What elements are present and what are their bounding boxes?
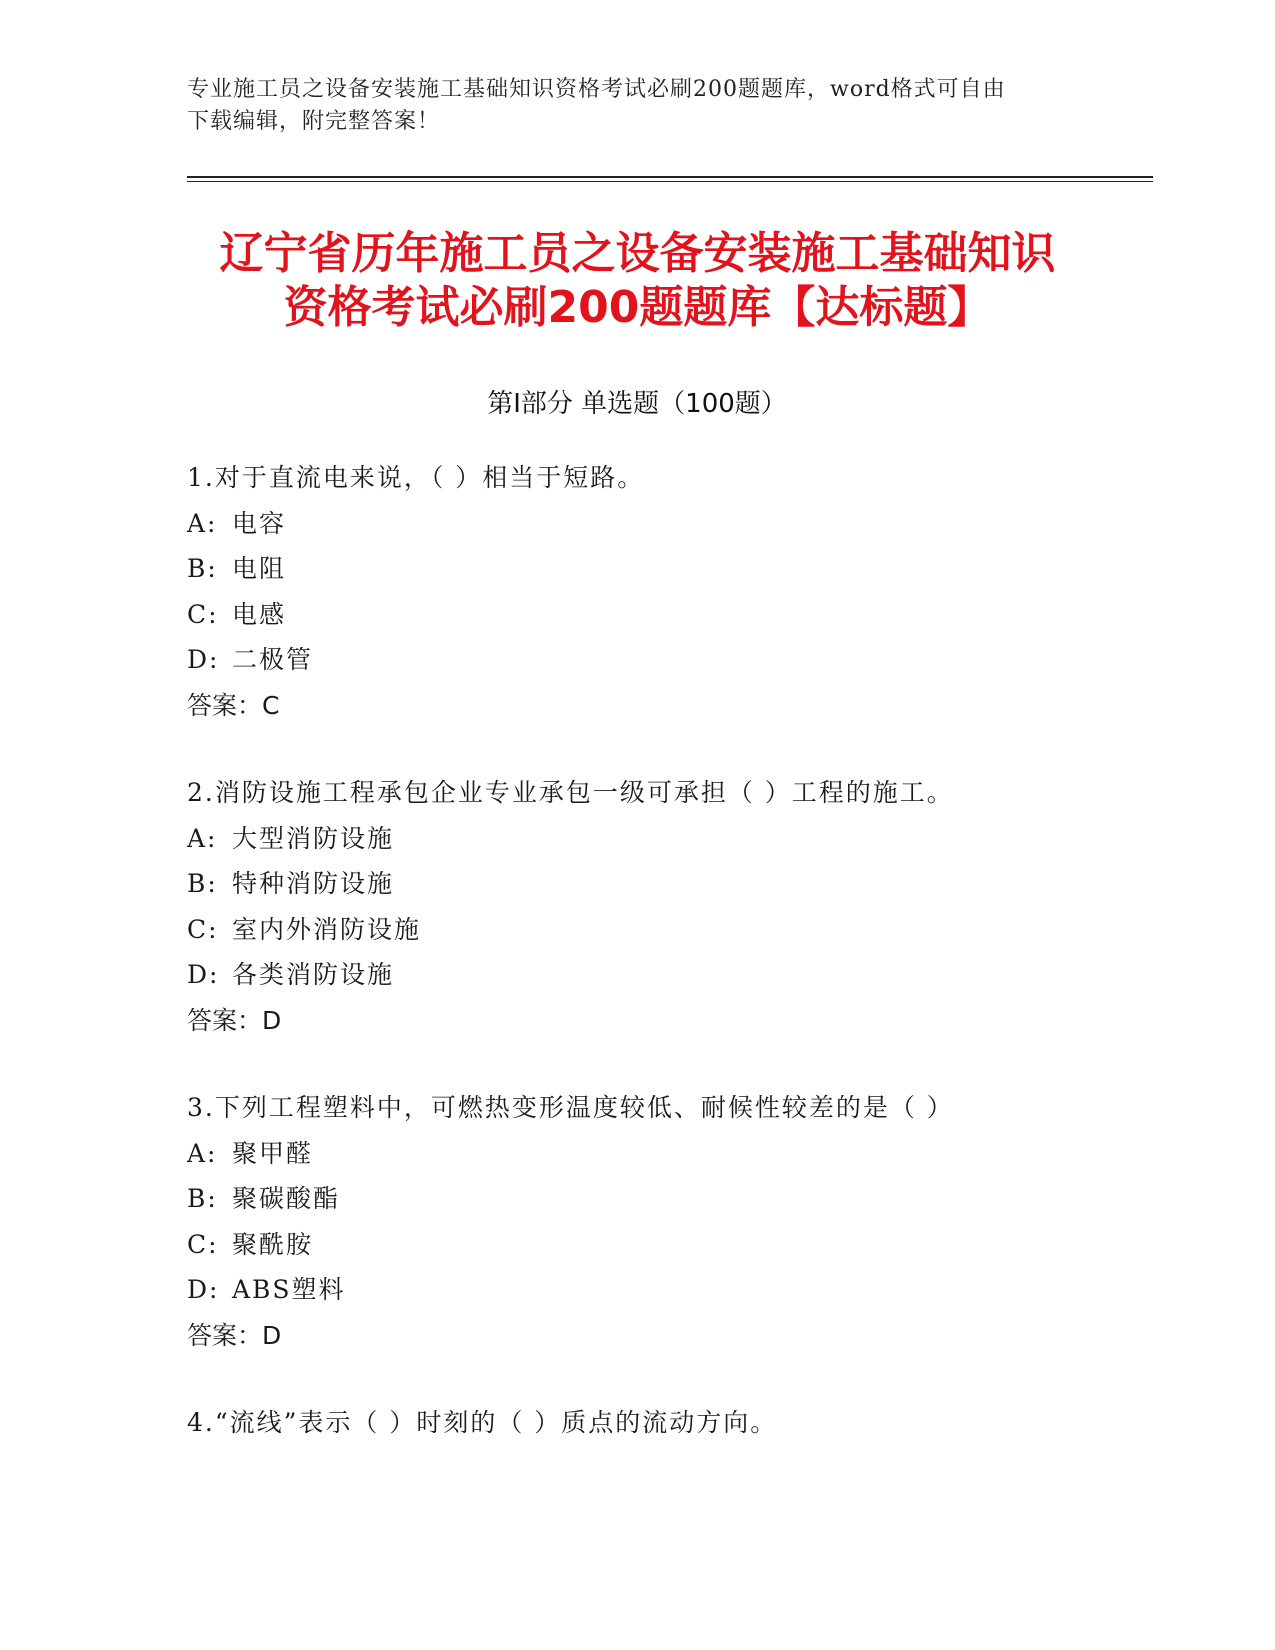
option-text: 聚甲醛 bbox=[232, 1138, 314, 1168]
option-text: 特种消防设施 bbox=[232, 869, 395, 898]
section-title: 第Ⅰ部分 单选题（100题） bbox=[487, 389, 787, 419]
option-letter: C: bbox=[187, 1229, 219, 1259]
option-d bbox=[187, 1267, 1137, 1313]
header-rule-thin bbox=[187, 181, 1153, 182]
question-stem: 1.对于直流电来说，（ ）相当于短路。 bbox=[187, 463, 645, 492]
header-note-line-2: 下载编辑，附完整答案！ bbox=[187, 109, 441, 134]
answer: 答案：D bbox=[187, 1005, 282, 1035]
option-text: 电感 bbox=[232, 599, 287, 629]
option-a bbox=[187, 1131, 1137, 1177]
option-d bbox=[187, 637, 1137, 683]
option-a bbox=[187, 816, 1137, 862]
question-stem: 2.消防设施工程承包企业专业承包一级可承担（ ）工程的施工。 bbox=[187, 778, 954, 807]
option-c bbox=[187, 907, 1137, 953]
option-c bbox=[187, 1222, 1137, 1268]
option-text: 电容 bbox=[232, 508, 287, 538]
option-letter: A: bbox=[187, 508, 218, 538]
option-letter: B: bbox=[187, 1184, 218, 1213]
option-text: 大型消防设施 bbox=[232, 823, 395, 853]
option-text: 聚碳酸酯 bbox=[232, 1184, 341, 1213]
question-stem: 3.下列工程塑料中，可燃热变形温度较低、耐候性较差的是（ ） bbox=[187, 1093, 954, 1122]
option-a bbox=[187, 501, 1137, 547]
option-letter: A: bbox=[187, 823, 218, 853]
option-b bbox=[187, 861, 1137, 907]
option-letter: D: bbox=[187, 645, 220, 674]
question-1 bbox=[187, 455, 1137, 728]
document-title bbox=[130, 227, 1145, 335]
option-letter: D: bbox=[187, 1275, 220, 1304]
option-letter: B: bbox=[187, 869, 218, 898]
header-note-line-1: 专业施工员之设备安装施工基础知识资格考试必刷200题题库，word格式可自由 bbox=[187, 77, 1006, 102]
answer: 答案：D bbox=[187, 1320, 282, 1350]
option-b bbox=[187, 1176, 1137, 1222]
option-letter: B: bbox=[187, 554, 218, 583]
header-note bbox=[187, 74, 1087, 138]
option-text: 聚酰胺 bbox=[232, 1229, 314, 1259]
option-d bbox=[187, 952, 1137, 998]
option-letter: C: bbox=[187, 599, 219, 629]
option-text: 室内外消防设施 bbox=[232, 914, 422, 944]
question-4 bbox=[187, 1400, 1137, 1446]
question-2 bbox=[187, 770, 1137, 1043]
option-letter: A: bbox=[187, 1138, 218, 1168]
question-3 bbox=[187, 1085, 1137, 1358]
header-rule-thick bbox=[187, 176, 1153, 178]
option-text: 电阻 bbox=[232, 554, 287, 583]
option-c bbox=[187, 592, 1137, 638]
document-title-line-2: 资格考试必刷200题题库【达标题】 bbox=[283, 282, 992, 333]
document-title-line-1: 辽宁省历年施工员之设备安装施工基础知识 bbox=[219, 228, 1056, 279]
option-letter: C: bbox=[187, 914, 219, 944]
option-letter: D: bbox=[187, 960, 220, 989]
option-text: 各类消防设施 bbox=[232, 960, 395, 989]
question-stem: 4.“流线”表示（ ）时刻的（ ）质点的流动方向。 bbox=[187, 1408, 778, 1437]
option-text: 二极管 bbox=[232, 645, 314, 674]
option-text: ABS塑料 bbox=[232, 1275, 346, 1304]
option-b bbox=[187, 546, 1137, 592]
answer: 答案：C bbox=[187, 690, 280, 720]
